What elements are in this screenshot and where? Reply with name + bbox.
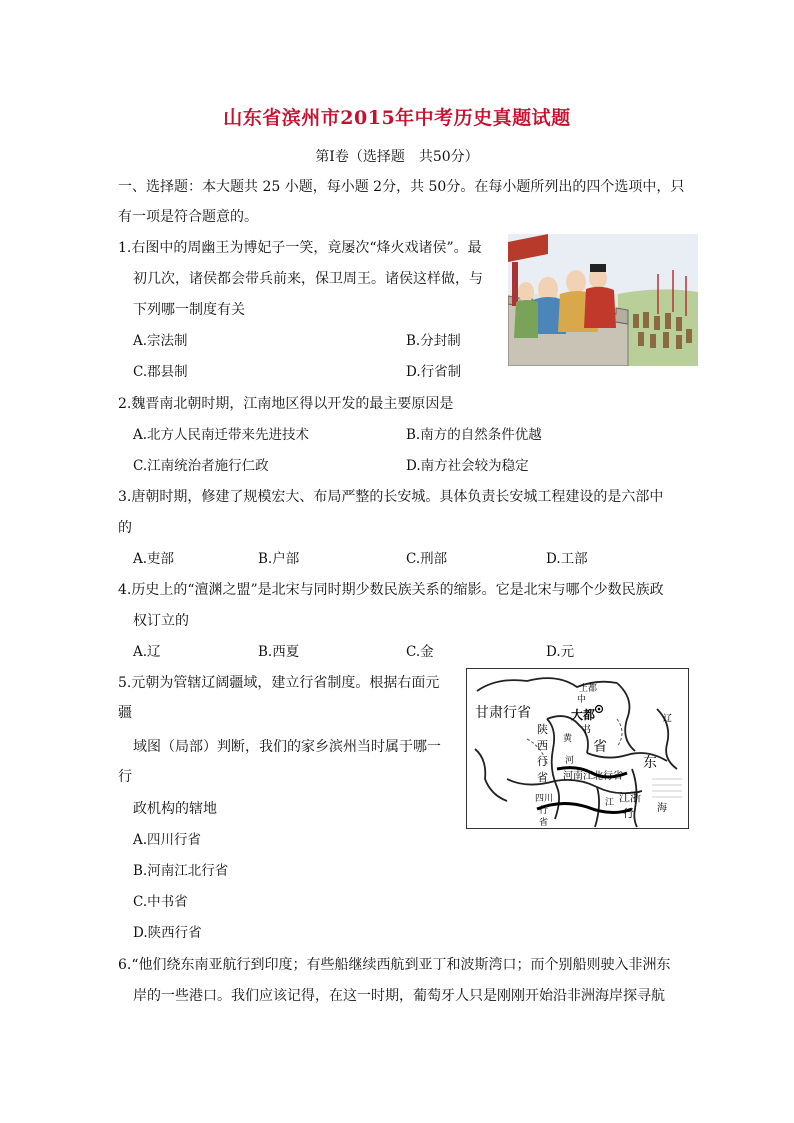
map-label-shaanxi-2: 西 bbox=[537, 739, 548, 752]
map-label-shaanxi-1: 陕 bbox=[537, 723, 548, 736]
map-label-liao: 辽 bbox=[663, 714, 673, 724]
q3-option-c: C.刑部 bbox=[406, 551, 448, 567]
q3-option-d: D.工部 bbox=[546, 551, 588, 567]
q4-option-b: B.西夏 bbox=[258, 644, 300, 660]
q3-stem-line1: 3.唐朝时期，修建了规模宏大、布局严整的长安城。具体负责长安城工程建设的是六部中 bbox=[118, 489, 664, 505]
map-label-sheng: 省 bbox=[593, 739, 607, 755]
map-label-zhong: 中 bbox=[577, 695, 587, 705]
map-label-jiangzhe-1: 江浙 bbox=[619, 791, 641, 804]
q4-stem-line2: 权订立的 bbox=[133, 613, 189, 629]
beacon-fire-illustration bbox=[508, 234, 698, 366]
map-label-jiangzhe-2: 行 bbox=[623, 807, 634, 820]
q1-option-c: C.郡县制 bbox=[133, 364, 188, 380]
q5-stem-line1: 5.元朝为管辖辽阔疆域，建立行省制度。根据右面元 bbox=[118, 675, 440, 691]
map-label-sichuan-1: 四川 bbox=[535, 794, 554, 804]
q3-option-b: B.户部 bbox=[258, 551, 300, 567]
q5-option-a: A.四川行省 bbox=[133, 832, 202, 848]
map-label-jiang: 江 bbox=[605, 798, 615, 808]
map-label-dong: 东 bbox=[643, 755, 657, 771]
q1-option-a: A.宗法制 bbox=[133, 333, 188, 349]
map-label-shu: 书 bbox=[581, 725, 591, 736]
yuan-map-drawing bbox=[467, 669, 688, 828]
beacon-fire-drawing bbox=[508, 234, 698, 366]
q1-option-b: B.分封制 bbox=[406, 333, 461, 349]
section-subtitle: 第Ⅰ卷（选择题 共50分） bbox=[315, 149, 479, 165]
map-label-shaanxi-3: 行 bbox=[537, 755, 548, 768]
map-label-henan: 河南江北行省 bbox=[563, 771, 623, 782]
map-label-he: 河 bbox=[565, 756, 575, 766]
q5-stem-line4: 行 bbox=[118, 769, 132, 785]
q2-option-a: A.北方人民南迁带来先进技术 bbox=[133, 427, 310, 443]
q1-stem-line3: 下列哪一制度有关 bbox=[133, 302, 245, 318]
q5-stem-line2: 疆 bbox=[118, 705, 132, 721]
q5-option-b: B.河南江北行省 bbox=[133, 863, 229, 879]
section-instructions-line1: 一、选择题：本大题共 25 小题，每小题 2分，共 50分。在每小题所列出的四个选项中，只 bbox=[118, 179, 685, 195]
q4-stem-line1: 4.历史上的“澶渊之盟”是北宋与同时期少数民族关系的缩影。它是北宋与哪个少数民族政 bbox=[118, 582, 664, 598]
page-title: 山东省滨州市2015年中考历史真题试题 bbox=[223, 107, 571, 129]
q2-stem: 2.魏晋南北朝时期，江南地区得以开发的最主要原因是 bbox=[118, 396, 454, 412]
q5-stem-line5: 政机构的辖地 bbox=[133, 801, 217, 817]
map-label-sichuan-3: 省 bbox=[539, 818, 549, 828]
q4-option-a: A.辽 bbox=[133, 644, 161, 660]
q4-option-d: D.元 bbox=[546, 644, 575, 660]
q2-option-d: D.南方社会较为稳定 bbox=[406, 458, 529, 474]
section-instructions-line2: 有一项是符合题意的。 bbox=[118, 209, 258, 225]
map-label-gansu: 甘肃行省 bbox=[475, 705, 531, 721]
yuan-territory-map bbox=[466, 668, 689, 829]
map-label-shangdu: 上都 bbox=[579, 684, 598, 694]
q1-stem-line2: 初几次，诸侯都会带兵前来，保卫周王。诸侯这样做，与 bbox=[133, 271, 483, 287]
q3-stem-line2: 的 bbox=[118, 520, 132, 536]
q6-stem-line2: 岸的一些港口。我们应该记得，在这一时期，葡萄牙人只是刚刚开始沿非洲海岸探寻航 bbox=[133, 988, 665, 1004]
q5-option-c: C.中书省 bbox=[133, 894, 188, 910]
map-label-shaanxi-4: 省 bbox=[537, 771, 548, 784]
q3-option-a: A.吏部 bbox=[133, 551, 175, 567]
q2-option-c: C.江南统治者施行仁政 bbox=[133, 458, 269, 474]
q6-stem-line1: 6.“他们绕东南亚航行到印度；有些船继续西航到亚丁和波斯湾口；而个别船则驶入非洲东 bbox=[118, 957, 671, 973]
q5-stem-line3: 域图（局部）判断，我们的家乡滨州当时属于哪一 bbox=[133, 739, 441, 755]
q1-stem-line1: 1.右图中的周幽王为博妃子一笑，竟屡次“烽火戏诸侯”。最 bbox=[118, 240, 482, 256]
map-label-dadu: 大都 bbox=[571, 708, 596, 722]
q1-option-d: D.行省制 bbox=[406, 364, 462, 380]
map-label-sichuan-2: 行 bbox=[539, 806, 549, 816]
q5-option-d: D.陕西行省 bbox=[133, 925, 202, 941]
q4-option-c: C.金 bbox=[406, 644, 434, 660]
q2-option-b: B.南方的自然条件优越 bbox=[406, 427, 542, 443]
map-label-huang: 黄 bbox=[563, 734, 573, 744]
map-label-hai: 海 bbox=[657, 803, 667, 814]
